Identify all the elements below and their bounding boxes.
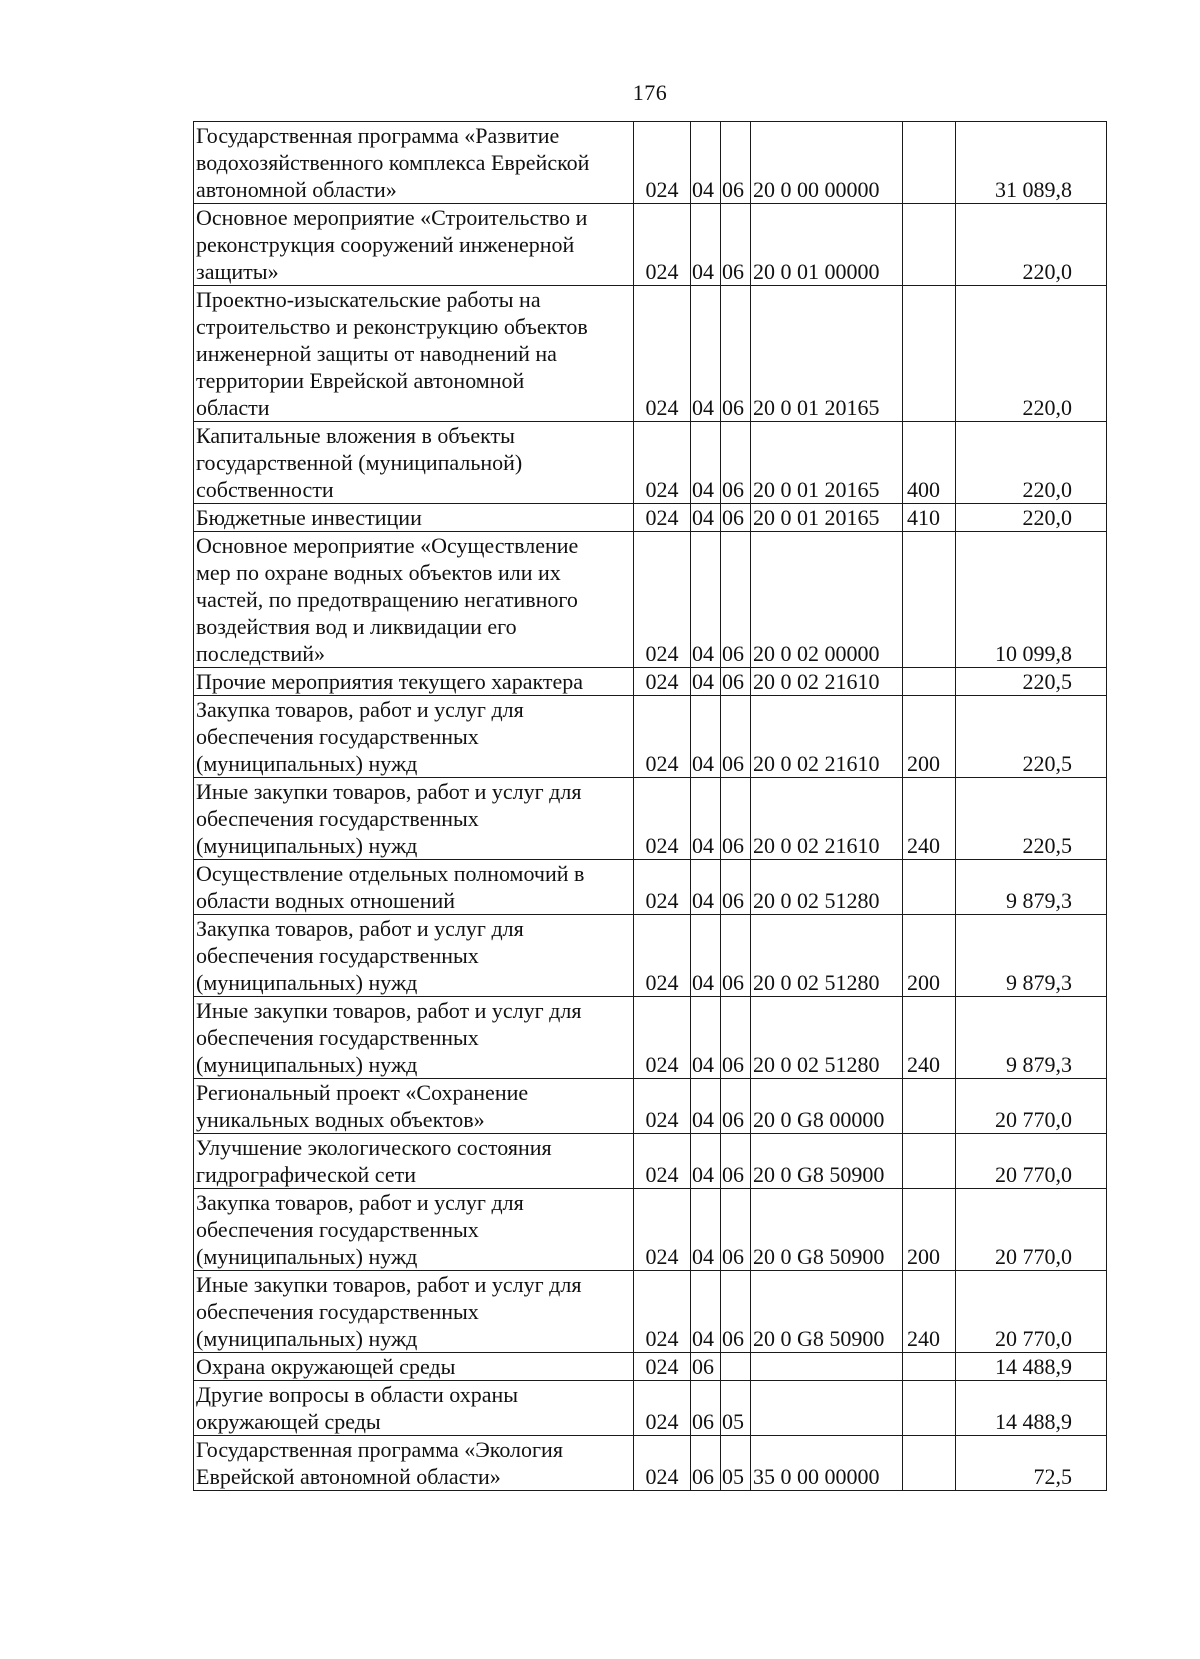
expense-type-cell [903,286,956,422]
row-name-line: Проектно-изыскательские работы на [196,287,541,312]
row-name-line: Капитальные вложения в объекты [196,423,515,448]
row-name-line: Региональный проект «Сохранение [196,1080,529,1105]
row-name-cell [194,860,634,915]
table-row [194,504,1107,532]
target-article-cell: 20 0 02 21610 [751,668,903,696]
row-name-line: гидрографической сети [196,1162,416,1187]
target-article-cell: 20 0 02 21610 [751,778,903,860]
row-name-line: последствий» [196,641,326,666]
admin-code-cell: 024 [634,696,691,778]
row-name-line: (муниципальных) нужд [196,1052,418,1077]
row-name-line: территории Еврейской автономной [196,368,525,393]
subsection-code-cell: 06 [721,778,751,860]
amount-cell: 20 770,0 [956,1271,1107,1353]
table-row [194,915,1107,997]
table-row [194,1353,1107,1381]
subsection-code-cell: 06 [721,1079,751,1134]
admin-code-cell: 024 [634,1134,691,1189]
row-name-line: Бюджетные инвестиции [196,505,422,530]
amount-cell: 220,5 [956,778,1107,860]
row-name-line: собственности [196,477,334,502]
target-article-cell: 20 0 02 00000 [751,532,903,668]
table-row [194,1189,1107,1271]
amount-cell: 220,0 [956,286,1107,422]
table-row [194,422,1107,504]
row-name-line: обеспечения государственных [196,1217,479,1242]
amount-cell: 14 488,9 [956,1381,1107,1436]
admin-code-cell: 024 [634,1189,691,1271]
target-article-cell: 20 0 01 20165 [751,286,903,422]
section-code-cell: 04 [691,532,721,668]
admin-code-cell: 024 [634,422,691,504]
admin-code-cell: 024 [634,668,691,696]
target-article-cell: 35 0 00 00000 [751,1436,903,1491]
expense-type-cell [903,668,956,696]
admin-code-cell: 024 [634,778,691,860]
row-name-line: государственной (муниципальной) [196,450,523,475]
admin-code-cell: 024 [634,286,691,422]
expense-type-cell [903,204,956,286]
row-name-line: (муниципальных) нужд [196,833,418,858]
admin-code-cell: 024 [634,1353,691,1381]
row-name-line: обеспечения государственных [196,1025,479,1050]
row-name-cell [194,1189,634,1271]
amount-cell: 220,5 [956,696,1107,778]
target-article-cell: 20 0 02 21610 [751,696,903,778]
subsection-code-cell: 06 [721,915,751,997]
target-article-cell [751,1381,903,1436]
subsection-code-cell: 05 [721,1381,751,1436]
subsection-code-cell: 06 [721,532,751,668]
row-name-line: Охрана окружающей среды [196,1354,456,1379]
expense-type-cell: 240 [903,778,956,860]
row-name-line: воздействия вод и ликвидации его [196,614,517,639]
subsection-code-cell: 06 [721,204,751,286]
table-row [194,286,1107,422]
table-row [194,532,1107,668]
expense-type-cell [903,1079,956,1134]
row-name-line: инженерной защиты от наводнений на [196,341,557,366]
amount-cell: 9 879,3 [956,915,1107,997]
row-name-line: области водных отношений [196,888,456,913]
row-name-line: Другие вопросы в области охраны [196,1382,519,1407]
subsection-code-cell: 06 [721,997,751,1079]
target-article-cell [751,1353,903,1381]
admin-code-cell: 024 [634,504,691,532]
row-name-line: (муниципальных) нужд [196,1244,418,1269]
admin-code-cell: 024 [634,204,691,286]
expense-type-cell: 200 [903,915,956,997]
row-name-line: мер по охране водных объектов или их [196,560,561,585]
subsection-code-cell: 06 [721,860,751,915]
row-name-cell [194,504,634,532]
section-code-cell: 04 [691,860,721,915]
section-code-cell: 04 [691,422,721,504]
row-name-cell [194,1381,634,1436]
row-name-line: реконструкция сооружений инженерной [196,232,575,257]
row-name-line: Государственная программа «Экология [196,1437,563,1462]
table-row [194,860,1107,915]
target-article-cell: 20 0 01 00000 [751,204,903,286]
expense-type-cell [903,122,956,204]
row-name-cell [194,532,634,668]
amount-cell: 220,5 [956,668,1107,696]
table-row [194,997,1107,1079]
row-name-cell [194,1079,634,1134]
table-row [194,204,1107,286]
section-code-cell: 04 [691,1079,721,1134]
admin-code-cell: 024 [634,915,691,997]
amount-cell: 10 099,8 [956,532,1107,668]
admin-code-cell: 024 [634,532,691,668]
section-code-cell: 04 [691,1189,721,1271]
row-name-line: Основное мероприятие «Осуществление [196,533,579,558]
target-article-cell: 20 0 02 51280 [751,915,903,997]
target-article-cell: 20 0 02 51280 [751,860,903,915]
table-body [194,122,1107,1491]
target-article-cell: 20 0 G8 50900 [751,1134,903,1189]
row-name-line: Государственная программа «Развитие [196,123,560,148]
section-code-cell: 04 [691,997,721,1079]
table-row [194,1271,1107,1353]
amount-cell: 20 770,0 [956,1079,1107,1134]
amount-cell: 220,0 [956,504,1107,532]
target-article-cell: 20 0 G8 50900 [751,1189,903,1271]
expense-type-cell: 200 [903,696,956,778]
subsection-code-cell: 06 [721,1189,751,1271]
row-name-line: Осуществление отдельных полномочий в [196,861,585,886]
table-row [194,1134,1107,1189]
amount-cell: 14 488,9 [956,1353,1107,1381]
table-row [194,1381,1107,1436]
row-name-cell [194,1436,634,1491]
row-name-line: Еврейской автономной области» [196,1464,501,1489]
expense-type-cell [903,1381,956,1436]
subsection-code-cell: 05 [721,1436,751,1491]
subsection-code-cell: 06 [721,122,751,204]
row-name-line: Основное мероприятие «Строительство и [196,205,588,230]
admin-code-cell: 024 [634,1271,691,1353]
admin-code-cell: 024 [634,1381,691,1436]
row-name-cell [194,778,634,860]
page-number: 176 [632,80,668,105]
table-row [194,122,1107,204]
target-article-cell: 20 0 02 51280 [751,997,903,1079]
row-name-cell [194,422,634,504]
subsection-code-cell: 06 [721,668,751,696]
expense-type-cell: 400 [903,422,956,504]
expense-type-cell [903,1353,956,1381]
row-name-line: водохозяйственного комплекса Еврейской [196,150,590,175]
expense-type-cell [903,1134,956,1189]
section-code-cell: 06 [691,1381,721,1436]
expense-type-cell [903,1436,956,1491]
amount-cell: 220,0 [956,204,1107,286]
row-name-line: Иные закупки товаров, работ и услуг для [196,1272,582,1297]
row-name-line: автономной области» [196,177,397,202]
row-name-cell [194,1353,634,1381]
row-name-line: Прочие мероприятия текущего характера [196,669,583,694]
row-name-line: Иные закупки товаров, работ и услуг для [196,779,582,804]
row-name-line: Иные закупки товаров, работ и услуг для [196,998,582,1023]
row-name-line: Закупка товаров, работ и услуг для [196,916,524,941]
section-code-cell: 04 [691,696,721,778]
subsection-code-cell: 06 [721,1134,751,1189]
section-code-cell: 04 [691,1271,721,1353]
section-code-cell: 04 [691,204,721,286]
section-code-cell: 06 [691,1436,721,1491]
section-code-cell: 04 [691,286,721,422]
admin-code-cell: 024 [634,1079,691,1134]
row-name-line: защиты» [196,259,279,284]
amount-cell: 9 879,3 [956,860,1107,915]
row-name-line: (муниципальных) нужд [196,970,418,995]
table-row [194,1079,1107,1134]
row-name-cell [194,997,634,1079]
row-name-line: уникальных водных объектов» [196,1107,485,1132]
admin-code-cell: 024 [634,860,691,915]
row-name-line: области [196,395,270,420]
target-article-cell: 20 0 G8 50900 [751,1271,903,1353]
section-code-cell: 04 [691,915,721,997]
expense-type-cell [903,860,956,915]
row-name-line: Закупка товаров, работ и услуг для [196,697,524,722]
section-code-cell: 04 [691,1134,721,1189]
row-name-cell [194,122,634,204]
target-article-cell: 20 0 00 00000 [751,122,903,204]
admin-code-cell: 024 [634,997,691,1079]
section-code-cell: 06 [691,1353,721,1381]
row-name-cell [194,915,634,997]
expense-type-cell: 410 [903,504,956,532]
subsection-code-cell: 06 [721,286,751,422]
budget-table [193,121,1107,1491]
row-name-cell [194,668,634,696]
expense-type-cell: 240 [903,997,956,1079]
section-code-cell: 04 [691,122,721,204]
table-row [194,778,1107,860]
subsection-code-cell: 06 [721,1271,751,1353]
expense-type-cell [903,532,956,668]
admin-code-cell: 024 [634,1436,691,1491]
row-name-cell [194,286,634,422]
amount-cell: 220,0 [956,422,1107,504]
amount-cell: 20 770,0 [956,1189,1107,1271]
table-row [194,668,1107,696]
target-article-cell: 20 0 01 20165 [751,422,903,504]
section-code-cell: 04 [691,778,721,860]
row-name-line: окружающей среды [196,1409,381,1434]
row-name-line: Улучшение экологического состояния [196,1135,552,1160]
target-article-cell: 20 0 01 20165 [751,504,903,532]
subsection-code-cell: 06 [721,504,751,532]
row-name-line: частей, по предотвращению негативного [196,587,578,612]
row-name-cell [194,696,634,778]
row-name-line: Закупка товаров, работ и услуг для [196,1190,524,1215]
row-name-line: обеспечения государственных [196,724,479,749]
row-name-line: обеспечения государственных [196,806,479,831]
expense-type-cell: 200 [903,1189,956,1271]
row-name-line: (муниципальных) нужд [196,751,418,776]
section-code-cell: 04 [691,504,721,532]
amount-cell: 9 879,3 [956,997,1107,1079]
row-name-line: обеспечения государственных [196,943,479,968]
row-name-cell [194,204,634,286]
row-name-cell [194,1271,634,1353]
table-row [194,1436,1107,1491]
expense-type-cell: 240 [903,1271,956,1353]
row-name-line: строительство и реконструкцию объектов [196,314,588,339]
table-row [194,696,1107,778]
subsection-code-cell [721,1353,751,1381]
target-article-cell: 20 0 G8 00000 [751,1079,903,1134]
subsection-code-cell: 06 [721,696,751,778]
row-name-line: (муниципальных) нужд [196,1326,418,1351]
subsection-code-cell: 06 [721,422,751,504]
amount-cell: 20 770,0 [956,1134,1107,1189]
amount-cell: 72,5 [956,1436,1107,1491]
row-name-line: обеспечения государственных [196,1299,479,1324]
row-name-cell [194,1134,634,1189]
admin-code-cell: 024 [634,122,691,204]
section-code-cell: 04 [691,668,721,696]
amount-cell: 31 089,8 [956,122,1107,204]
